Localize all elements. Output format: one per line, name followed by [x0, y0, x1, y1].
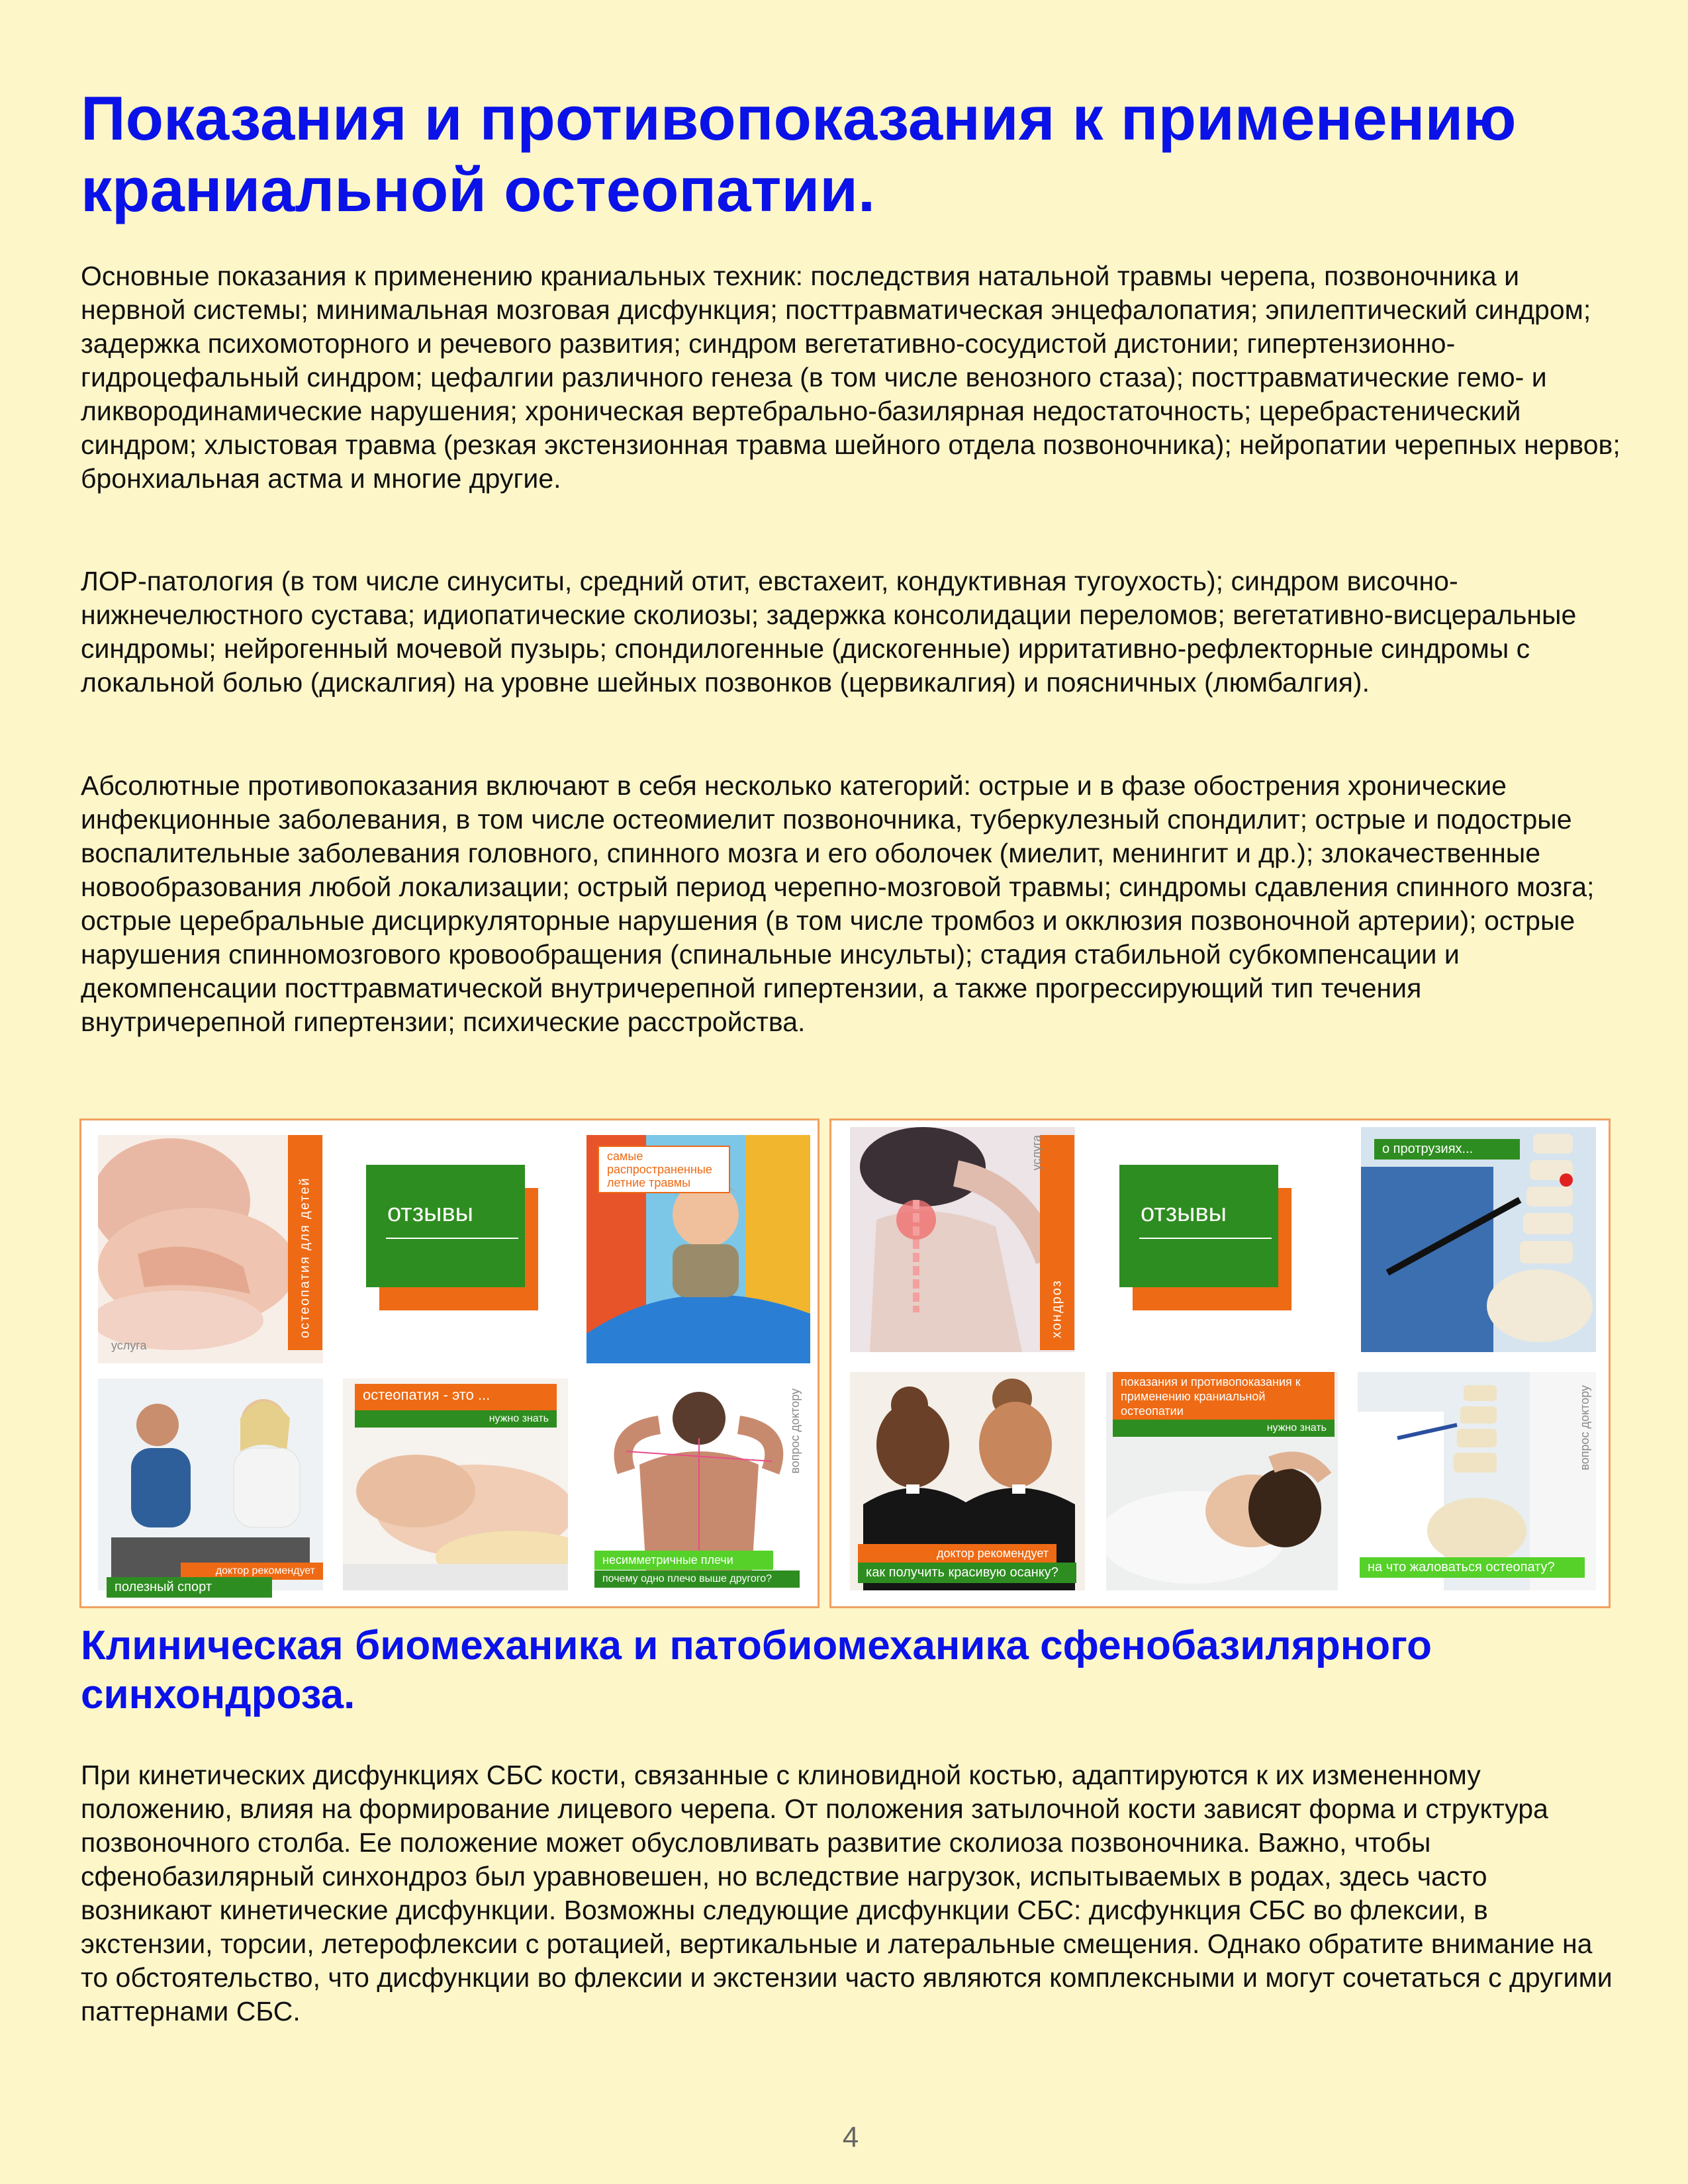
protrusions-tag: о протрузиях...	[1374, 1139, 1520, 1160]
need-to-know-tag: нужно знать	[355, 1410, 557, 1428]
spine-model-image	[1361, 1127, 1596, 1352]
collage-left	[79, 1118, 820, 1608]
why-shoulder-higher-tag: почему одно плечо выше другого?	[594, 1570, 800, 1588]
ent-paragraph: ЛОР-патология (в том числе синуситы, средний отит, евстахеит, кондуктивная тугоухость); синдром височно-нижнечелюстного сустава; идиопатические сколиозы; задержка консолидации переломов; вегетативно-висцеральные синдромы; нейрогенный мочевой пузырь; спондилогенные (дискогенные) ирритативно-рефлекторные синдромы с локальной болью (дискалгия) на уровне шейных позвонков (цервикалгия) и поясничных (люмбалгия).	[81, 566, 1577, 698]
service-label: услуга	[1030, 1135, 1043, 1171]
reviews-tile	[343, 1135, 568, 1363]
reviews-label: отзывы	[366, 1165, 525, 1287]
useful-sport-tag: полезный спорт	[107, 1577, 272, 1598]
indications-tag: показания и противопоказания к применению краниальной остеопатии	[1113, 1372, 1335, 1420]
doctor-recommends-tag: доктор рекомендует	[858, 1544, 1056, 1563]
page-number: 4	[842, 2121, 859, 2154]
children-osteopathy-band: остеопатия для детей	[288, 1135, 322, 1350]
osteopathy-is-tag: остеопатия - это ...	[355, 1384, 557, 1410]
biomechanics-paragraph: При кинетических дисфункциях СБС кости, связанные с клиновидной костью, адаптируются к их измененному положению, влияя на формирование лицевого черепа. От положения затылочной кости зависят форма и структура позвоночного столба. Ее положение может обусловливать развитие сколиоза позвоночника. Важно, чтобы сфенобазилярный синхондроз был уравновешен, но вследствие нагрузок, испытываемых в родах, здесь часто возникают кинетические дисфункции. Возможны следующие дисфункции СБС: дисфункция СБС во флексии, в экстензии, торсии, летерофлексии с ротацией, вертикальные и латеральные смещения. Однако обратите внимание на то обстоятельство, что дисфункции во флексии и экстензии часто являются комплексными и могут сочетаться с другими паттернами СБС.	[81, 1760, 1613, 2026]
service-label: услуга	[111, 1339, 147, 1352]
indications-paragraph: Основные показания к применению краниальных техник: последствия натальной травмы черепа, позвоночника и нервной системы; минимальная мозговая дисфункция; посттравматическая энцефалопатия; эпилептический синдром; задержка психомоторного и речевого развития; синдром вегетативно-сосудистой дистонии; гипертензионно-гидроцефальный синдром; цефалгии различного генеза (в том числе венозного стаза); посттравматические гемо- и ликвородинамические нарушения; хроническая вертебрально-базилярная недостаточность; церебрастенический синдром; хлыстовая травма (резкая экстензионная травма шейного отдела позвоночника); нейропатии черепных нервов; бронхиальная астма и многие другие.	[81, 261, 1620, 494]
chondrosis-band: хондроз	[1040, 1135, 1074, 1350]
page-title: Показания и противопоказания к применению краниальной остеопатии.	[81, 83, 1517, 224]
cycling-image	[98, 1379, 323, 1590]
collage-right	[829, 1118, 1611, 1608]
asymmetric-shoulders-tag: несимметричные плечи	[594, 1551, 773, 1570]
contraindications-paragraph: Абсолютные противопоказания включают в себя несколько категорий: острые и в фазе обострения хронические инфекционные заболевания, в том числе остеомиелит позвоночника, туберкулезный спондилит; острые и подострые воспалительные заболевания головного, спинного мозга и его оболочек (миелит, менингит и др.); злокачественные новообразования любой локализации; острый период черепно-мозговой травмы; синдромы сдавления спинного мозга; острые церебральные дисциркуляторные нарушения (в том числе тромбоз и окклюзия позвоночной артерии); острые нарушения спинномозгового кровообращения (спинальные инсульты); стадия стабильной субкомпенсации и декомпенсации посттравматической внутричерепной гипертензии, а также прогрессирующий тип течения внутричерепной гипертензии; психические расстройства.	[81, 770, 1595, 1037]
doctor-recommends-tag: доктор рекомендует	[181, 1563, 323, 1580]
section-subtitle: Клиническая биомеханика и патобиомеханика сфенобазилярного синхондроза.	[81, 1623, 1432, 1717]
what-to-complain-tag: на что жаловаться остеопату?	[1360, 1557, 1585, 1578]
reviews-label: отзывы	[1119, 1165, 1278, 1287]
need-to-know-tag: нужно знать	[1113, 1420, 1335, 1437]
ask-doctor-label: вопрос доктору	[788, 1388, 802, 1474]
ask-doctor-label: вопрос доктору	[1578, 1385, 1591, 1471]
beautiful-posture-tag: как получить красивую осанку?	[858, 1563, 1076, 1583]
summer-injuries-tag: самые распространенные летние травмы	[598, 1146, 730, 1193]
reviews-tile	[1100, 1135, 1325, 1353]
